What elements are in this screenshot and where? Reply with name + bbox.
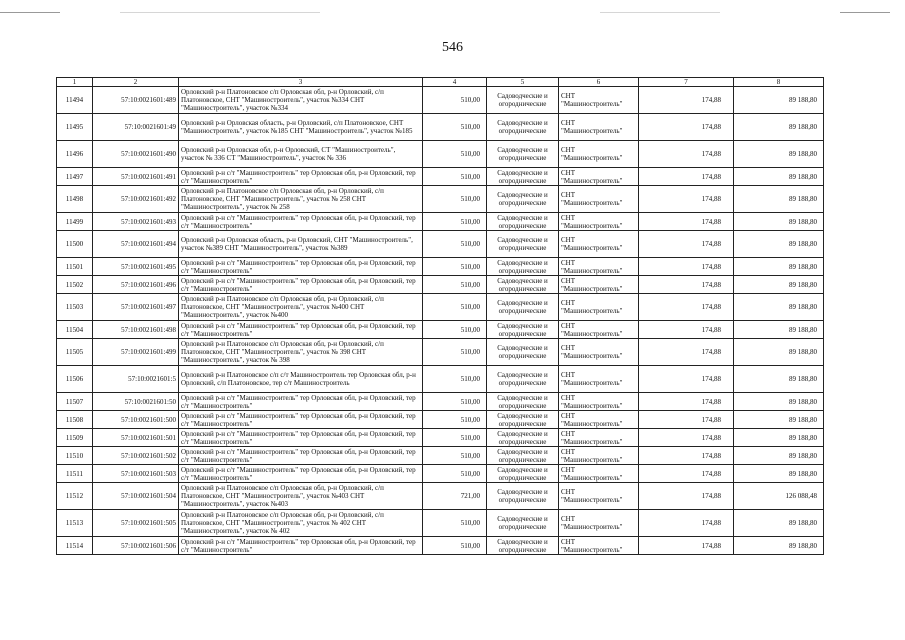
table-row [57, 186, 824, 213]
row-number-cell: 11494 [57, 87, 93, 114]
address-cell: Орловский р-н с/т "Машиностроитель" тер Орловская обл, р-н Орловский, тер с/т "Машиностроитель" [179, 537, 423, 555]
cadastral-value-cell: 89 188,80 [734, 168, 824, 186]
scan-artifact [840, 12, 890, 13]
specific-value-cell: 174,88 [639, 483, 734, 510]
area-cell: 510,00 [423, 114, 487, 141]
area-cell: 510,00 [423, 294, 487, 321]
table-row [57, 411, 824, 429]
specific-value-cell: 174,88 [639, 87, 734, 114]
row-number-cell: 11500 [57, 231, 93, 258]
land-use-cell: Садоводческие и огороднические [487, 537, 559, 555]
owner-cell: СНТ "Машиностроитель" [559, 321, 639, 339]
address-cell: Орловский р-н с/т "Машиностроитель" тер Орловская обл, р-н Орловский, тер с/т "Машиностроитель" [179, 276, 423, 294]
address-cell: Орловский р-н Платоновское с/п Орловская обл, р-н Орловский, с/п Платоновское, СНТ "Машиностроитель", участок №334 СНТ "Машиностроитель", участок №334 [179, 87, 423, 114]
table-row [57, 141, 824, 168]
cadastral-value-cell: 89 188,80 [734, 294, 824, 321]
row-number-cell: 11498 [57, 186, 93, 213]
cadastral-value-cell: 89 188,80 [734, 366, 824, 393]
column-header: 4 [423, 78, 487, 87]
cadastral-number-cell: 57:10:0021601:505 [93, 510, 179, 537]
row-number-cell: 11512 [57, 483, 93, 510]
table-row [57, 465, 824, 483]
row-number-cell: 11508 [57, 411, 93, 429]
table-row [57, 294, 824, 321]
row-number-cell: 11513 [57, 510, 93, 537]
row-number-cell: 11497 [57, 168, 93, 186]
cadastral-number-cell: 57:10:0021601:494 [93, 231, 179, 258]
row-number-cell: 11499 [57, 213, 93, 231]
address-cell: Орловский р-н Орловская область, р-н Орловский, СНТ "Машиностроитель", участок №389 СНТ "Машиностроитель", участок №389 [179, 231, 423, 258]
address-cell: Орловский р-н с/т "Машиностроитель" тер Орловская обл, р-н Орловский, тер с/т "Машиностроитель" [179, 429, 423, 447]
area-cell: 510,00 [423, 537, 487, 555]
table-row [57, 168, 824, 186]
table-row [57, 321, 824, 339]
cadastral-value-cell: 89 188,80 [734, 231, 824, 258]
area-cell: 510,00 [423, 465, 487, 483]
specific-value-cell: 174,88 [639, 258, 734, 276]
owner-cell: СНТ "Машиностроитель" [559, 231, 639, 258]
address-cell: Орловский р-н с/т "Машиностроитель" тер Орловская обл, р-н Орловский, тер с/т "Машиностроитель" [179, 168, 423, 186]
land-use-cell: Садоводческие и огороднические [487, 321, 559, 339]
owner-cell: СНТ "Машиностроитель" [559, 258, 639, 276]
table-row [57, 339, 824, 366]
row-number-cell: 11506 [57, 366, 93, 393]
row-number-cell: 11509 [57, 429, 93, 447]
owner-cell: СНТ "Машиностроитель" [559, 339, 639, 366]
cadastral-number-cell: 57:10:0021601:497 [93, 294, 179, 321]
cadastral-number-cell: 57:10:0021601:503 [93, 465, 179, 483]
area-cell: 510,00 [423, 276, 487, 294]
table-row [57, 447, 824, 465]
row-number-cell: 11495 [57, 114, 93, 141]
table-row [57, 231, 824, 258]
cadastral-value-cell: 89 188,80 [734, 465, 824, 483]
land-use-cell: Садоводческие и огороднические [487, 510, 559, 537]
area-cell: 510,00 [423, 366, 487, 393]
cadastral-value-cell: 89 188,80 [734, 321, 824, 339]
owner-cell: СНТ "Машиностроитель" [559, 141, 639, 168]
table-row [57, 276, 824, 294]
row-number-cell: 11504 [57, 321, 93, 339]
cadastral-value-cell: 89 188,80 [734, 213, 824, 231]
scan-artifact [0, 12, 60, 13]
address-cell: Орловский р-н с/т "Машиностроитель" тер Орловская обл, р-н Орловский, тер с/т "Машиностроитель" [179, 465, 423, 483]
cadastral-value-cell: 89 188,80 [734, 429, 824, 447]
cadastral-number-cell: 57:10:0021601:500 [93, 411, 179, 429]
land-use-cell: Садоводческие и огороднические [487, 429, 559, 447]
cadastral-number-cell: 57:10:0021601:49 [93, 114, 179, 141]
owner-cell: СНТ "Машиностроитель" [559, 483, 639, 510]
cadastral-value-cell: 89 188,80 [734, 447, 824, 465]
column-header: 2 [93, 78, 179, 87]
specific-value-cell: 174,88 [639, 537, 734, 555]
column-header: 1 [57, 78, 93, 87]
table-row [57, 510, 824, 537]
table-row [57, 429, 824, 447]
specific-value-cell: 174,88 [639, 294, 734, 321]
area-cell: 510,00 [423, 411, 487, 429]
land-plots-table [56, 77, 824, 555]
table-row [57, 87, 824, 114]
owner-cell: СНТ "Машиностроитель" [559, 366, 639, 393]
row-number-cell: 11511 [57, 465, 93, 483]
specific-value-cell: 174,88 [639, 276, 734, 294]
column-header: 8 [734, 78, 824, 87]
address-cell: Орловский р-н Платоновское с/п с/т Машиностроитель тер Орловская обл, р-н Орловский, с/п Платоновское, тер с/т Машиностроитель [179, 366, 423, 393]
address-cell: Орловский р-н Платоновское с/п Орловская обл, р-н Орловский, с/п Платоновское, СНТ "Машиностроитель", участок №403 СНТ "Машиностроитель", участок №403 [179, 483, 423, 510]
cadastral-value-cell: 89 188,80 [734, 339, 824, 366]
row-number-cell: 11510 [57, 447, 93, 465]
address-cell: Орловский р-н Платоновское с/п Орловская обл, р-н Орловский, с/п Платоновское, СНТ "Машиностроитель", участок № 398 СНТ "Машиностроитель", участок № 398 [179, 339, 423, 366]
cadastral-number-cell: 57:10:0021601:498 [93, 321, 179, 339]
owner-cell: СНТ "Машиностроитель" [559, 411, 639, 429]
owner-cell: СНТ "Машиностроитель" [559, 213, 639, 231]
cadastral-number-cell: 57:10:0021601:50 [93, 393, 179, 411]
owner-cell: СНТ "Машиностроитель" [559, 447, 639, 465]
row-number-cell: 11496 [57, 141, 93, 168]
scan-artifact [600, 12, 720, 13]
address-cell: Орловский р-н Платоновское с/п Орловская обл, р-н Орловский, с/п Платоновское, СНТ "Машиностроитель", участок №400 СНТ "Машиностроитель", участок №400 [179, 294, 423, 321]
cadastral-number-cell: 57:10:0021601:492 [93, 186, 179, 213]
land-use-cell: Садоводческие и огороднические [487, 141, 559, 168]
specific-value-cell: 174,88 [639, 510, 734, 537]
cadastral-value-cell: 89 188,80 [734, 114, 824, 141]
specific-value-cell: 174,88 [639, 393, 734, 411]
land-use-cell: Садоводческие и огороднические [487, 276, 559, 294]
owner-cell: СНТ "Машиностроитель" [559, 87, 639, 114]
land-use-cell: Садоводческие и огороднические [487, 258, 559, 276]
land-use-cell: Садоводческие и огороднические [487, 87, 559, 114]
area-cell: 510,00 [423, 510, 487, 537]
area-cell: 510,00 [423, 231, 487, 258]
table-row [57, 258, 824, 276]
cadastral-number-cell: 57:10:0021601:501 [93, 429, 179, 447]
specific-value-cell: 174,88 [639, 321, 734, 339]
cadastral-number-cell: 57:10:0021601:5 [93, 366, 179, 393]
land-use-cell: Садоводческие и огороднические [487, 294, 559, 321]
owner-cell: СНТ "Машиностроитель" [559, 465, 639, 483]
column-header: 6 [559, 78, 639, 87]
owner-cell: СНТ "Машиностроитель" [559, 114, 639, 141]
row-number-cell: 11501 [57, 258, 93, 276]
specific-value-cell: 174,88 [639, 141, 734, 168]
cadastral-number-cell: 57:10:0021601:489 [93, 87, 179, 114]
row-number-cell: 11505 [57, 339, 93, 366]
cadastral-value-cell: 89 188,80 [734, 510, 824, 537]
area-cell: 510,00 [423, 87, 487, 114]
address-cell: Орловский р-н Орловская область, р-н Орловский, с/п Платоновское, СНТ "Машиностроитель", участок №185 СНТ "Машиностроитель", участок №185 [179, 114, 423, 141]
address-cell: Орловский р-н с/т "Машиностроитель" тер Орловская обл, р-н Орловский, тер с/т "Машиностроитель" [179, 411, 423, 429]
cadastral-number-cell: 57:10:0021601:495 [93, 258, 179, 276]
cadastral-value-cell: 126 088,48 [734, 483, 824, 510]
specific-value-cell: 174,88 [639, 429, 734, 447]
land-use-cell: Садоводческие и огороднические [487, 231, 559, 258]
area-cell: 510,00 [423, 429, 487, 447]
area-cell: 510,00 [423, 393, 487, 411]
owner-cell: СНТ "Машиностроитель" [559, 429, 639, 447]
scan-artifact [120, 12, 320, 13]
cadastral-value-cell: 89 188,80 [734, 186, 824, 213]
land-use-cell: Садоводческие и огороднические [487, 393, 559, 411]
column-header: 5 [487, 78, 559, 87]
table-row [57, 393, 824, 411]
cadastral-value-cell: 89 188,80 [734, 537, 824, 555]
column-number-row [57, 78, 824, 87]
table-row [57, 213, 824, 231]
owner-cell: СНТ "Машиностроитель" [559, 537, 639, 555]
specific-value-cell: 174,88 [639, 213, 734, 231]
page-number: 546 [442, 40, 463, 55]
land-use-cell: Садоводческие и огороднические [487, 339, 559, 366]
area-cell: 510,00 [423, 447, 487, 465]
cadastral-value-cell: 89 188,80 [734, 87, 824, 114]
area-cell: 510,00 [423, 186, 487, 213]
land-use-cell: Садоводческие и огороднические [487, 447, 559, 465]
area-cell: 510,00 [423, 258, 487, 276]
specific-value-cell: 174,88 [639, 339, 734, 366]
cadastral-number-cell: 57:10:0021601:493 [93, 213, 179, 231]
cadastral-value-cell: 89 188,80 [734, 411, 824, 429]
address-cell: Орловский р-н с/т "Машиностроитель" тер Орловская обл, р-н Орловский, тер с/т "Машиностроитель" [179, 321, 423, 339]
cadastral-number-cell: 57:10:0021601:491 [93, 168, 179, 186]
specific-value-cell: 174,88 [639, 447, 734, 465]
address-cell: Орловский р-н Орловская обл, р-н Орловский, СТ "Машиностроитель", участок № 336 СТ "Машиностроитель", участок № 336 [179, 141, 423, 168]
owner-cell: СНТ "Машиностроитель" [559, 276, 639, 294]
address-cell: Орловский р-н с/т "Машиностроитель" тер Орловская обл, р-н Орловский, тер с/т "Машиностроитель" [179, 393, 423, 411]
specific-value-cell: 174,88 [639, 411, 734, 429]
row-number-cell: 11514 [57, 537, 93, 555]
area-cell: 510,00 [423, 339, 487, 366]
specific-value-cell: 174,88 [639, 168, 734, 186]
row-number-cell: 11503 [57, 294, 93, 321]
area-cell: 510,00 [423, 213, 487, 231]
address-cell: Орловский р-н с/т "Машиностроитель" тер Орловская обл, р-н Орловский, тер с/т "Машиностроитель" [179, 213, 423, 231]
specific-value-cell: 174,88 [639, 186, 734, 213]
cadastral-number-cell: 57:10:0021601:496 [93, 276, 179, 294]
owner-cell: СНТ "Машиностроитель" [559, 168, 639, 186]
specific-value-cell: 174,88 [639, 114, 734, 141]
owner-cell: СНТ "Машиностроитель" [559, 294, 639, 321]
owner-cell: СНТ "Машиностроитель" [559, 393, 639, 411]
owner-cell: СНТ "Машиностроитель" [559, 186, 639, 213]
address-cell: Орловский р-н с/т "Машиностроитель" тер Орловская обл, р-н Орловский, тер с/т "Машиностроитель" [179, 258, 423, 276]
area-cell: 510,00 [423, 141, 487, 168]
cadastral-number-cell: 57:10:0021601:502 [93, 447, 179, 465]
table-row [57, 537, 824, 555]
address-cell: Орловский р-н Платоновское с/п Орловская обл, р-н Орловский, с/п Платоновское, СНТ "Машиностроитель", участок № 258 СНТ "Машиностроитель", участок № 258 [179, 186, 423, 213]
cadastral-value-cell: 89 188,80 [734, 258, 824, 276]
owner-cell: СНТ "Машиностроитель" [559, 510, 639, 537]
row-number-cell: 11507 [57, 393, 93, 411]
cadastral-number-cell: 57:10:0021601:499 [93, 339, 179, 366]
area-cell: 510,00 [423, 321, 487, 339]
land-use-cell: Садоводческие и огороднические [487, 168, 559, 186]
land-use-cell: Садоводческие и огороднические [487, 213, 559, 231]
row-number-cell: 11502 [57, 276, 93, 294]
cadastral-value-cell: 89 188,80 [734, 393, 824, 411]
land-use-cell: Садоводческие и огороднические [487, 186, 559, 213]
table-row [57, 483, 824, 510]
column-header: 7 [639, 78, 734, 87]
cadastral-number-cell: 57:10:0021601:504 [93, 483, 179, 510]
area-cell: 721,00 [423, 483, 487, 510]
cadastral-value-cell: 89 188,80 [734, 276, 824, 294]
cadastral-number-cell: 57:10:0021601:490 [93, 141, 179, 168]
address-cell: Орловский р-н с/т "Машиностроитель" тер Орловская обл, р-н Орловский, тер с/т "Машиностроитель" [179, 447, 423, 465]
table-row [57, 114, 824, 141]
table-row [57, 366, 824, 393]
specific-value-cell: 174,88 [639, 366, 734, 393]
specific-value-cell: 174,88 [639, 465, 734, 483]
land-use-cell: Садоводческие и огороднические [487, 114, 559, 141]
land-use-cell: Садоводческие и огороднические [487, 465, 559, 483]
land-use-cell: Садоводческие и огороднические [487, 411, 559, 429]
land-use-cell: Садоводческие и огороднические [487, 366, 559, 393]
specific-value-cell: 174,88 [639, 231, 734, 258]
cadastral-number-cell: 57:10:0021601:506 [93, 537, 179, 555]
column-header: 3 [179, 78, 423, 87]
area-cell: 510,00 [423, 168, 487, 186]
cadastral-value-cell: 89 188,80 [734, 141, 824, 168]
land-use-cell: Садоводческие и огороднические [487, 483, 559, 510]
address-cell: Орловский р-н Платоновское с/п Орловская обл, р-н Орловский, с/п Платоновское, СНТ "Машиностроитель", участок № 402 СНТ "Машиностроитель", участок № 402 [179, 510, 423, 537]
